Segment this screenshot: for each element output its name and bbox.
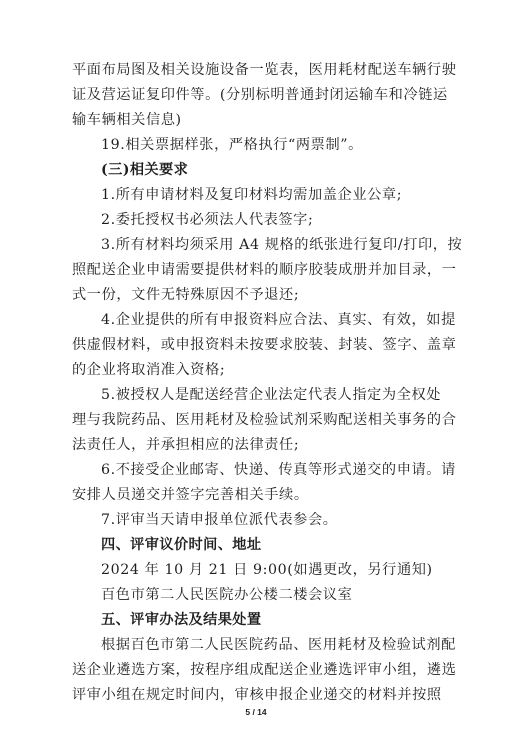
- section-heading: 四、评审议价时间、地址: [101, 537, 262, 553]
- text-line: 的企业将取消准入资格;: [72, 362, 226, 378]
- subsection-heading: (三)相关要求: [101, 162, 189, 178]
- text-line: 理与我院药品、医用耗材及检验试剂采购配送相关事务的合: [72, 412, 457, 428]
- document-body: [72, 58, 463, 708]
- text-line: 供虚假材料，或申报资料未按要求胶装、封装、签字、盖章: [72, 337, 457, 353]
- text-line: 证及营运证复印件等。(分别标明普通封闭运输车和冷链运: [72, 87, 448, 103]
- text-line: 2.委托授权书必须法人代表签字;: [101, 212, 314, 228]
- text-line: 6.不接受企业邮寄、快递、传真等形式递交的申请。请: [101, 462, 456, 478]
- text-line: 输车辆相关信息): [72, 112, 182, 128]
- text-line: 5.被授权人是配送经营企业法定代表人指定为全权处: [101, 387, 442, 403]
- text-line: 安排人员递交并签字完善相关手续。: [72, 487, 309, 503]
- text-line: 7.评审当天请申报单位派代表参会。: [101, 512, 338, 528]
- text-line: 19.相关票据样张，严格执行“两票制”。: [101, 137, 363, 153]
- text-line: 根据百色市第二人民医院药品、医用耗材及检验试剂配: [101, 637, 456, 653]
- text-line: 百色市第二人民医院办公楼二楼会议室: [101, 587, 353, 603]
- text-line: 1.所有申请材料及复印材料均需加盖企业公章;: [101, 187, 403, 203]
- text-line: 3.所有材料均须采用 A4 规格的纸张进行复印/打印，按: [101, 237, 463, 253]
- text-line: 4.企业提供的所有申报资料应合法、真实、有效，如提: [101, 312, 456, 328]
- text-line: 法责任人，并承担相应的法律责任;: [72, 437, 300, 453]
- text-line: 平面布局图及相关设施设备一览表，医用耗材配送车辆行驶: [72, 62, 457, 78]
- section-heading: 五、评审办法及结果处置: [101, 612, 262, 628]
- text-line: 送企业遴选方案，按程序组成配送企业遴选评审小组，遴选: [72, 662, 457, 678]
- text-line: 2024 年 10 月 21 日 9:00(如遇更改，另行通知): [101, 562, 433, 578]
- text-line: 式一份，文件无特殊原因不予退还;: [72, 287, 300, 303]
- text-line: 评审小组在规定时间内，审核申报企业递交的材料并按照: [72, 687, 442, 703]
- text-line: 照配送企业申请需要提供材料的顺序胶装成册并加目录，一: [72, 262, 457, 278]
- page-number: 5 / 14: [245, 707, 267, 717]
